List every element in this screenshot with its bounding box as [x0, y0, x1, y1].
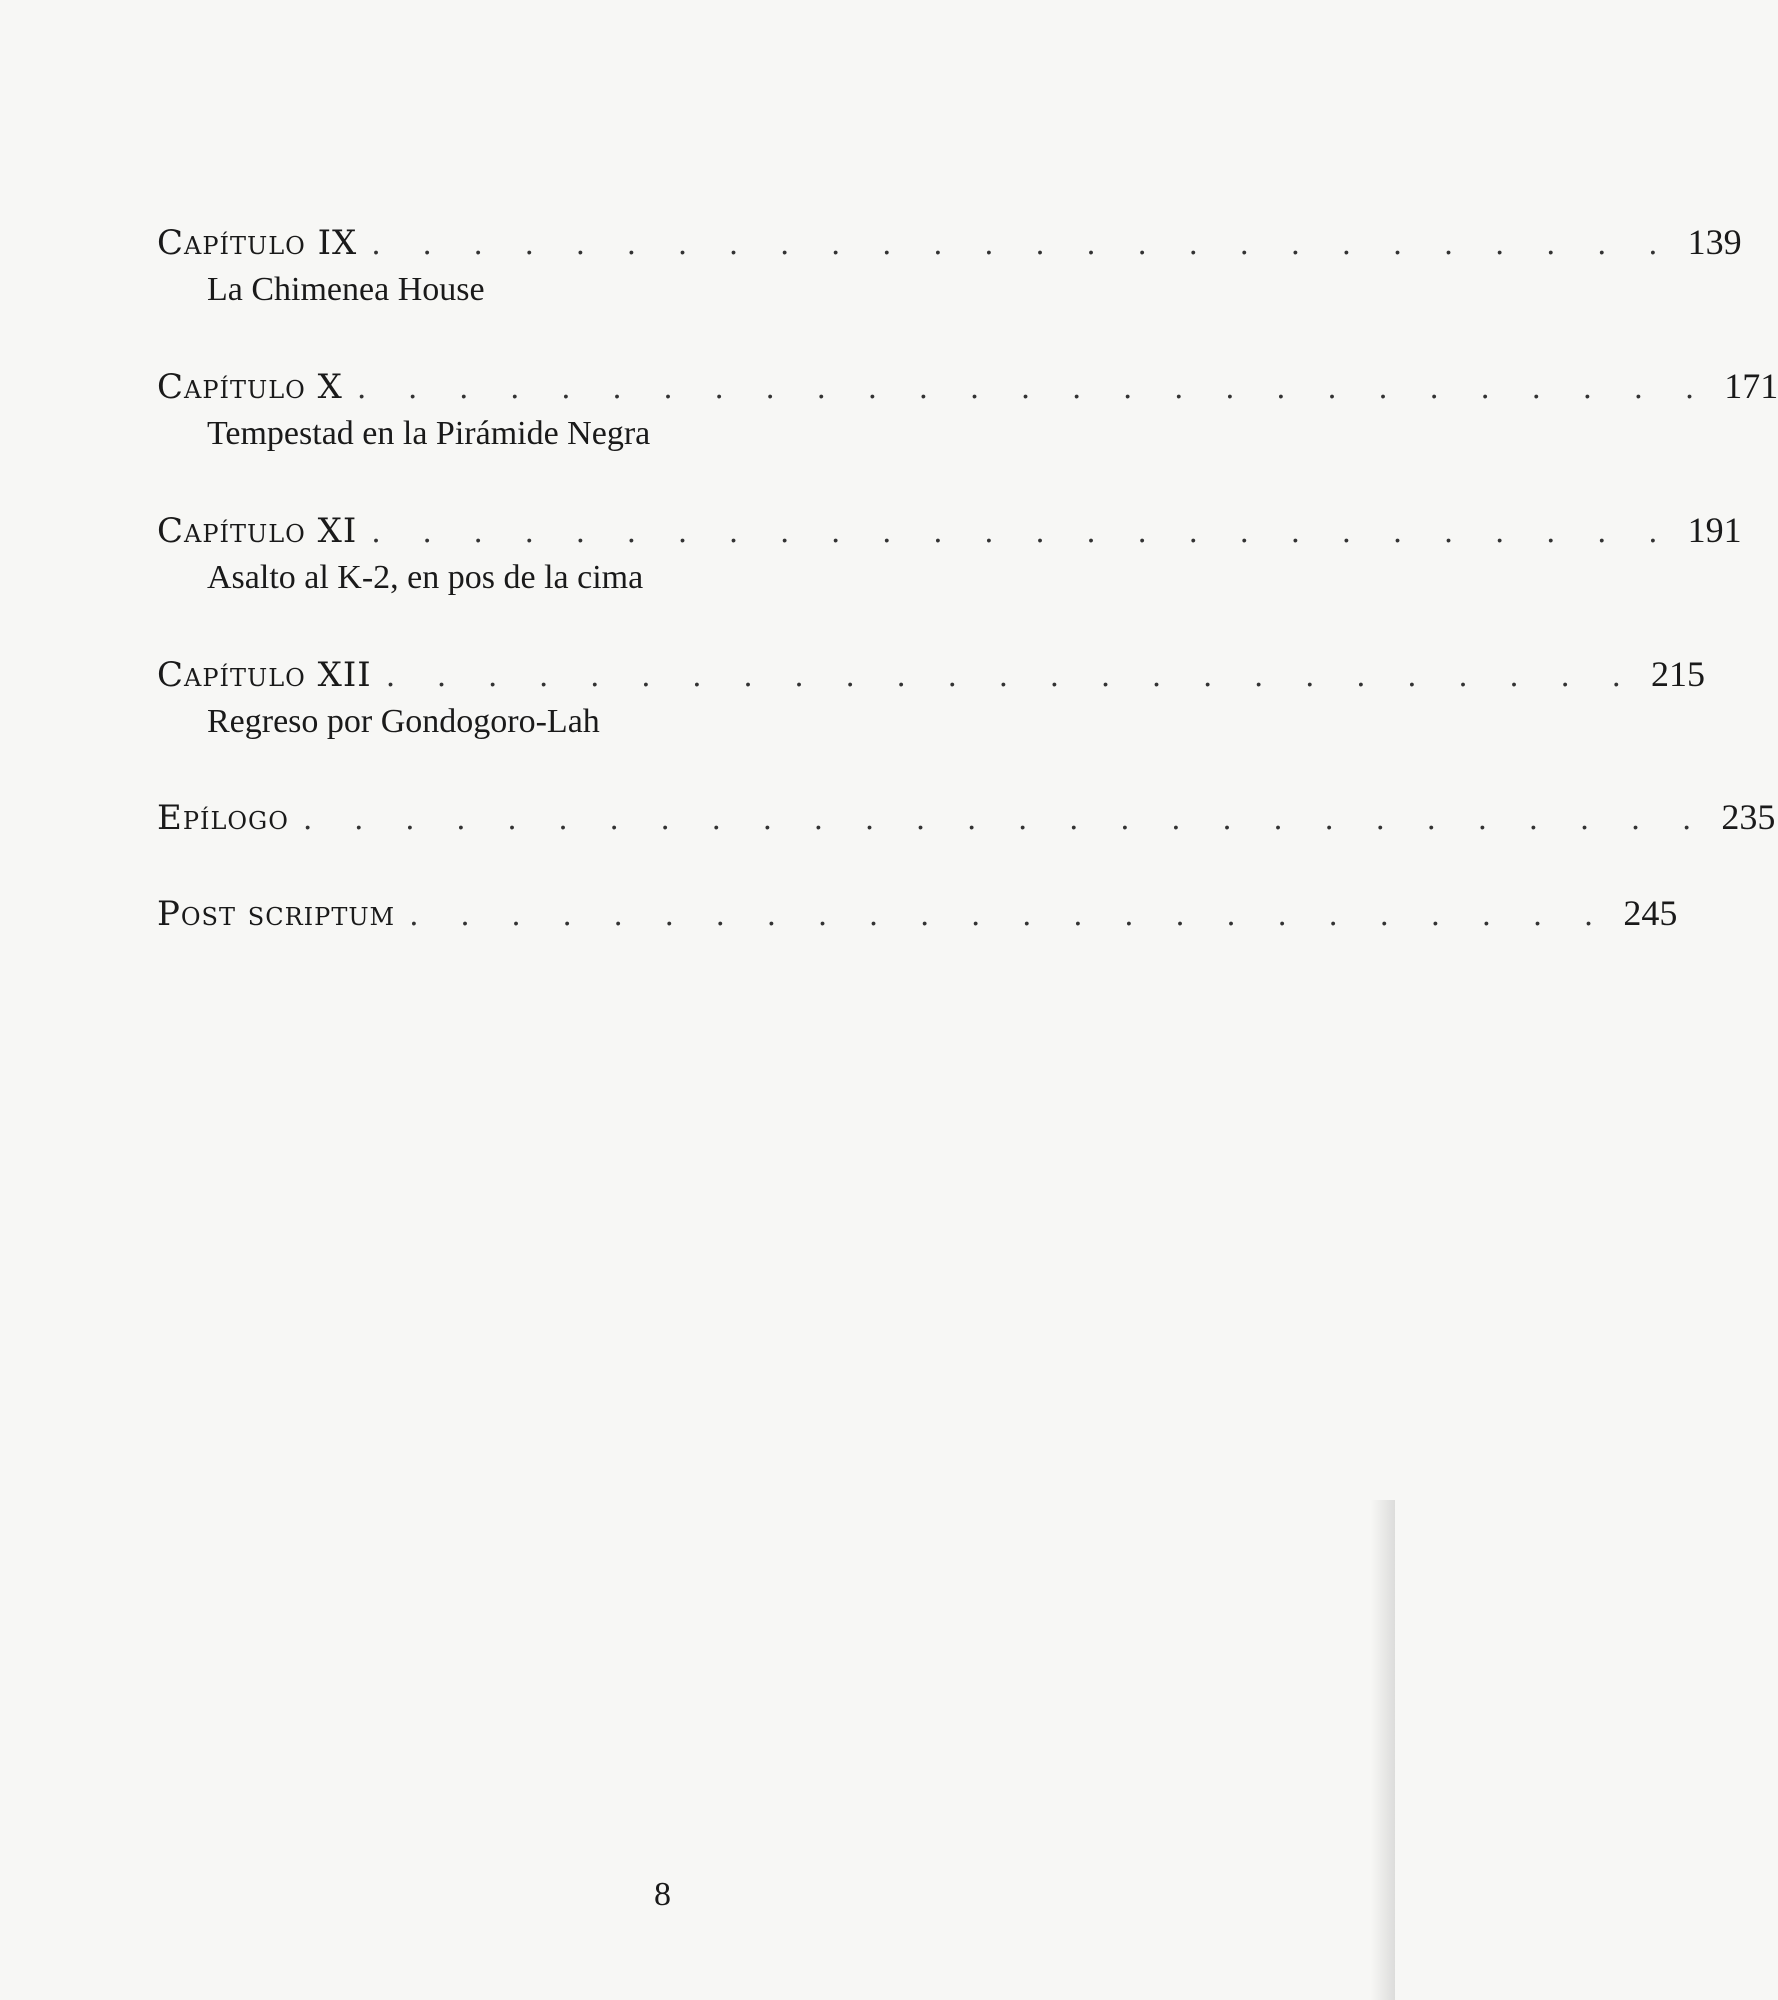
chapter-label: Capítulo XII: [157, 655, 372, 695]
toc-entry-chapter-xii[interactable]: [157, 650, 1705, 746]
dot-leader: . . . . . . . . . . . . . . . . . . . . . . . . . .: [371, 227, 1674, 262]
page-number: 235: [1721, 797, 1776, 837]
toc-entry-chapter-ix[interactable]: [157, 218, 1742, 314]
dot-leader: . . . . . . . . . . . . . . . . . . . . . . . . . .: [371, 515, 1674, 550]
dot-leader: . . . . . . . . . . . . . . . . . . . . . . . .: [409, 898, 1610, 933]
page-number: 171: [1724, 366, 1778, 406]
toc-entry-chapter-xi[interactable]: [157, 506, 1742, 602]
chapter-title: Tempestad en la Pirámide Negra: [207, 415, 651, 452]
chapter-title: Asalto al K-2, en pos de la cima: [207, 559, 644, 596]
dot-leader: . . . . . . . . . . . . . . . . . . . . . . . . .: [385, 659, 1637, 694]
chapter-label: Capítulo IX: [157, 223, 358, 263]
chapter-label: Capítulo XI: [157, 511, 358, 551]
chapter-label: Capítulo X: [157, 367, 343, 407]
toc-entry-chapter-x[interactable]: [157, 362, 1778, 458]
page-number: 191: [1687, 510, 1742, 550]
toc-entry-post-scriptum[interactable]: [157, 889, 1678, 937]
page-number: 245: [1623, 893, 1678, 933]
page-folio: 8: [654, 1876, 671, 1913]
dot-leader: . . . . . . . . . . . . . . . . . . . . . . . . . . .: [356, 371, 1711, 406]
chapter-title: La Chimenea House: [207, 271, 485, 308]
page-number: 215: [1650, 654, 1705, 694]
chapter-label: Post scriptum: [157, 894, 396, 934]
page-edge-shadow: [1371, 1500, 1395, 2000]
chapter-title: Regreso por Gondogoro-Lah: [207, 703, 600, 740]
toc-entry-epilogo[interactable]: [157, 793, 1776, 841]
page-number: 139: [1687, 222, 1742, 262]
chapter-label: Epílogo: [157, 798, 289, 838]
dot-leader: . . . . . . . . . . . . . . . . . . . . . . . . . . . .: [302, 802, 1708, 837]
